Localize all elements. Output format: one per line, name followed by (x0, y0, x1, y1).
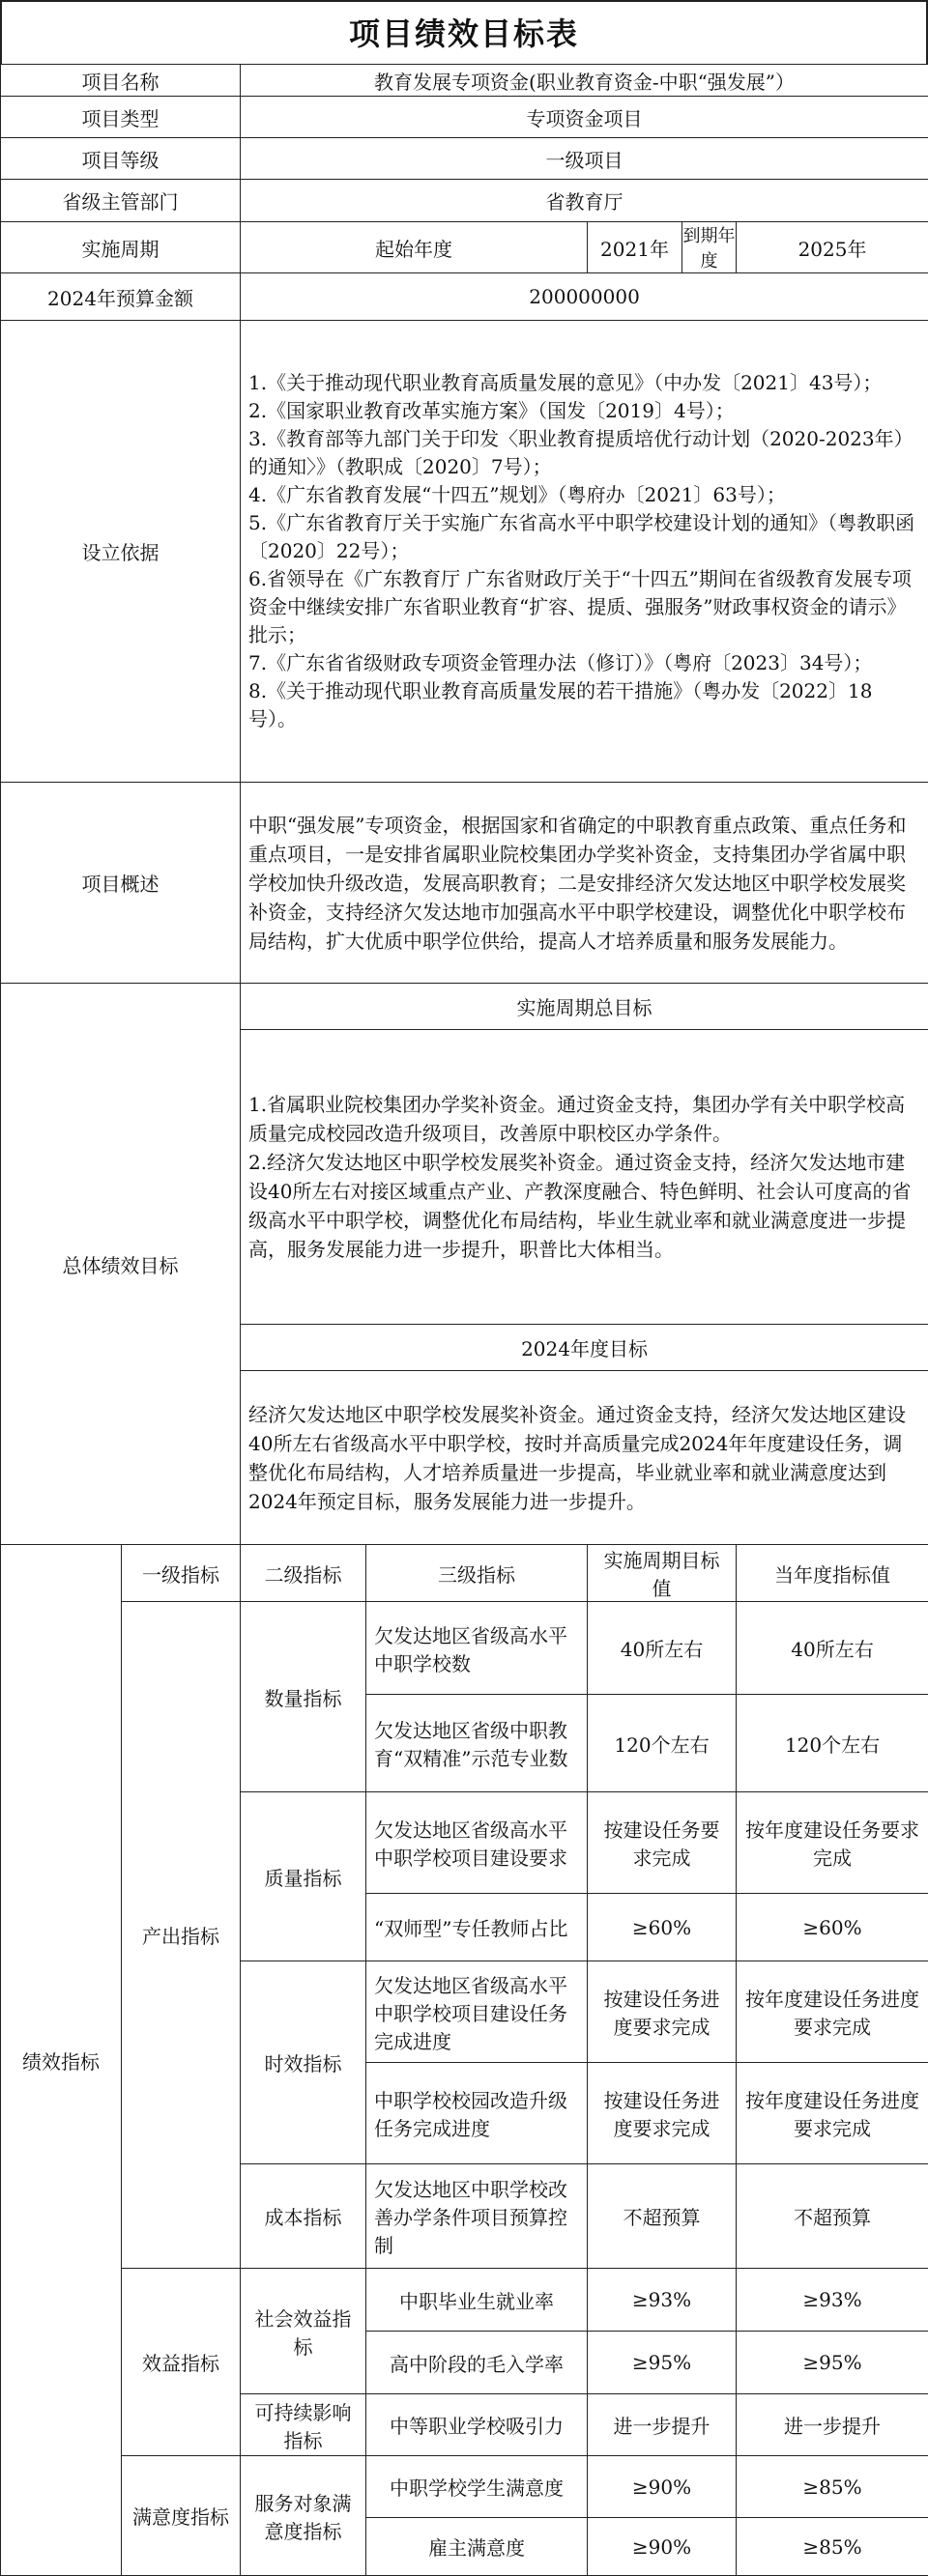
row-project-level (1, 138, 928, 180)
project-name-value: 教育发展专项资金(职业教育资金-中职“强发展”） (241, 65, 928, 97)
row-period (1, 222, 928, 273)
year-goal-heading: 2024年度目标 (241, 1325, 928, 1371)
header-year-value: 当年度指标值 (737, 1545, 928, 1602)
indicator-year-value: ≥85% (737, 2518, 928, 2576)
start-year-value: 2021年 (588, 222, 682, 273)
start-year-label: 起始年度 (241, 222, 588, 273)
basis-list (241, 321, 928, 783)
table-row (1, 2269, 928, 2332)
document-title: 项目绩效目标表 (0, 0, 928, 64)
indicator-period-value: 不超预算 (588, 2164, 737, 2269)
table-row (1, 2456, 928, 2518)
department-label: 省级主管部门 (1, 180, 241, 222)
project-name-label: 项目名称 (1, 65, 241, 97)
row-project-name (1, 65, 928, 97)
indicator-period-value: ≥95% (588, 2332, 737, 2394)
overall-goal-label: 总体绩效目标 (1, 984, 241, 1545)
row-basis (1, 321, 928, 783)
period-label: 实施周期 (1, 222, 241, 273)
row-project-type (1, 97, 928, 138)
basis-item: 8.《关于推动现代职业教育高质量发展的若干措施》（粤办发〔2022〕18号）。 (248, 677, 920, 733)
indicator-period-value: ≥60% (588, 1894, 737, 1961)
basis-item: 1.《关于推动现代职业教育高质量发展的意见》（中办发〔2021〕43号）； (248, 369, 920, 397)
cost-indicator-label: 成本指标 (241, 2164, 366, 2269)
indicator-period-value: 进一步提升 (588, 2394, 737, 2456)
indicator-year-value: 40所左右 (737, 1602, 928, 1695)
row-budget (1, 273, 928, 321)
end-year-value: 2025年 (737, 222, 928, 273)
department-value: 省教育厅 (241, 180, 928, 222)
indicator-period-value: 按建设任务进度要求完成 (588, 2063, 737, 2164)
indicator-period-value: ≥93% (588, 2269, 737, 2332)
header-period-value: 实施周期目标值 (588, 1545, 737, 1602)
quality-indicator-label: 质量指标 (241, 1792, 366, 1961)
timeliness-indicator-label: 时效指标 (241, 1961, 366, 2164)
service-satisfaction-label: 服务对象满意度指标 (241, 2456, 366, 2576)
header-level1: 一级指标 (122, 1545, 241, 1602)
indicators-label: 绩效指标 (1, 1545, 122, 2576)
performance-table (0, 64, 928, 2576)
year-goal-text: 经济欠发达地区中职学校发展奖补资金。通过资金支持，经济欠发达地区建设40所左右省级高水平中职学校，按时并高质量完成2024年年度建设任务，调整优化布局结构，人才培养质量进一步提高，毕业就业率和就业满意度达到2024年预定目标，服务发展能力进一步提升。 (248, 1400, 920, 1516)
indicator-year-value: 不超预算 (737, 2164, 928, 2269)
row-overview (1, 783, 928, 984)
basis-item: 2.《国家职业教育改革实施方案》（国发〔2019〕4号）； (248, 397, 920, 425)
indicator-name: 中职毕业生就业率 (366, 2269, 588, 2332)
basis-item: 7.《广东省省级财政专项资金管理办法（修订）》（粤府〔2023〕34号）； (248, 649, 920, 677)
indicator-header-row (1, 1545, 928, 1602)
indicator-period-value: 按建设任务进度要求完成 (588, 1961, 737, 2063)
header-level2: 二级指标 (241, 1545, 366, 1602)
indicator-year-value: 进一步提升 (737, 2394, 928, 2456)
quantity-indicator-label: 数量指标 (241, 1602, 366, 1792)
row-department (1, 180, 928, 222)
period-goal-item: 2.经济欠发达地区中职学校发展奖补资金。通过资金支持，经济欠发达地市建设40所左右对接区域重点产业、产教深度融合、特色鲜明、社会认可度高的省级高水平中职学校，调整优化布局结构，毕业生就业率和就业满意度进一步提高，服务发展能力进一步提升，职普比大体相当。 (248, 1148, 920, 1264)
basis-label: 设立依据 (1, 321, 241, 783)
indicator-name: 高中阶段的毛入学率 (366, 2332, 588, 2394)
project-level-label: 项目等级 (1, 138, 241, 180)
indicator-name: 欠发达地区省级高水平中职学校项目建设任务完成进度 (366, 1961, 588, 2063)
basis-item: 6.省领导在《广东教育厅 广东省财政厅关于“十四五”期间在省级教育发展专项资金中继续安排广东省职业教育“扩容、提质、强服务”财政事权资金的请示》批示； (248, 565, 920, 649)
overview-text: 中职“强发展”专项资金，根据国家和省确定的中职教育重点政策、重点任务和重点项目，一是安排省属职业院校集团办学奖补资金，支持集团办学省属中职学校加快升级改造，发展高职教育；二是安排经济欠发达地区中职学校发展奖补资金，支持经济欠发达地市加强高水平中职学校建设，调整优化中职学校布局结构，扩大优质中职学位供给，提高人才培养质量和服务发展能力。 (248, 811, 920, 956)
indicator-year-value: ≥93% (737, 2269, 928, 2332)
indicator-name: “双师型”专任教师占比 (366, 1894, 588, 1961)
row-overall-period-head (1, 984, 928, 1030)
project-level-value: 一级项目 (241, 138, 928, 180)
indicator-year-value: 按年度建设任务要求完成 (737, 1792, 928, 1894)
indicator-name: 欠发达地区中职学校改善办学条件项目预算控制 (366, 2164, 588, 2269)
end-year-label: 到期年度 (682, 222, 737, 273)
indicator-period-value: 40所左右 (588, 1602, 737, 1695)
basis-item: 3.《教育部等九部门关于印发〈职业教育提质培优行动计划（2020-2023年）的通知〉》（教职成〔2020〕7号）； (248, 425, 920, 481)
indicator-name: 欠发达地区省级高水平中职学校项目建设要求 (366, 1792, 588, 1894)
basis-item: 5.《广东省教育厅关于实施广东省高水平中职学校建设计划的通知》（粤教职函〔2020〕22号）； (248, 509, 920, 565)
indicator-name: 欠发达地区省级中职教育“双精准”示范专业数 (366, 1695, 588, 1792)
period-goal-item: 1.省属职业院校集团办学奖补资金。通过资金支持，集团办学有关中职学校高质量完成校园改造升级项目，改善原中职校区办学条件。 (248, 1090, 920, 1148)
project-type-value: 专项资金项目 (241, 97, 928, 138)
indicator-name: 中职学校学生满意度 (366, 2456, 588, 2518)
indicator-name: 中职学校校园改造升级任务完成进度 (366, 2063, 588, 2164)
indicator-year-value: ≥95% (737, 2332, 928, 2394)
budget-label: 2024年预算金额 (1, 273, 241, 321)
indicator-period-value: 120个左右 (588, 1695, 737, 1792)
social-indicator-label: 社会效益指标 (241, 2269, 366, 2394)
indicator-year-value: 按年度建设任务进度要求完成 (737, 1961, 928, 2063)
budget-value: 200000000 (241, 273, 928, 321)
indicator-name: 欠发达地区省级高水平中职学校数 (366, 1602, 588, 1695)
indicator-period-value: 按建设任务要求完成 (588, 1792, 737, 1894)
output-indicator-label: 产出指标 (122, 1602, 241, 2269)
indicator-name: 中等职业学校吸引力 (366, 2394, 588, 2456)
satisfaction-indicator-label: 满意度指标 (122, 2456, 241, 2576)
indicator-year-value: ≥60% (737, 1894, 928, 1961)
basis-item: 4.《广东省教育发展“十四五”规划》（粤府办〔2021〕63号）； (248, 481, 920, 509)
project-type-label: 项目类型 (1, 97, 241, 138)
indicator-year-value: ≥85% (737, 2456, 928, 2518)
overview-label: 项目概述 (1, 783, 241, 984)
indicator-name: 雇主满意度 (366, 2518, 588, 2576)
header-level3: 三级指标 (366, 1545, 588, 1602)
sustain-indicator-label: 可持续影响指标 (241, 2394, 366, 2456)
period-goal-heading: 实施周期总目标 (241, 984, 928, 1030)
indicator-period-value: ≥90% (588, 2456, 737, 2518)
indicator-year-value: 按年度建设任务进度要求完成 (737, 2063, 928, 2164)
indicator-year-value: 120个左右 (737, 1695, 928, 1792)
indicator-period-value: ≥90% (588, 2518, 737, 2576)
benefit-indicator-label: 效益指标 (122, 2269, 241, 2456)
table-row (1, 1602, 928, 1695)
